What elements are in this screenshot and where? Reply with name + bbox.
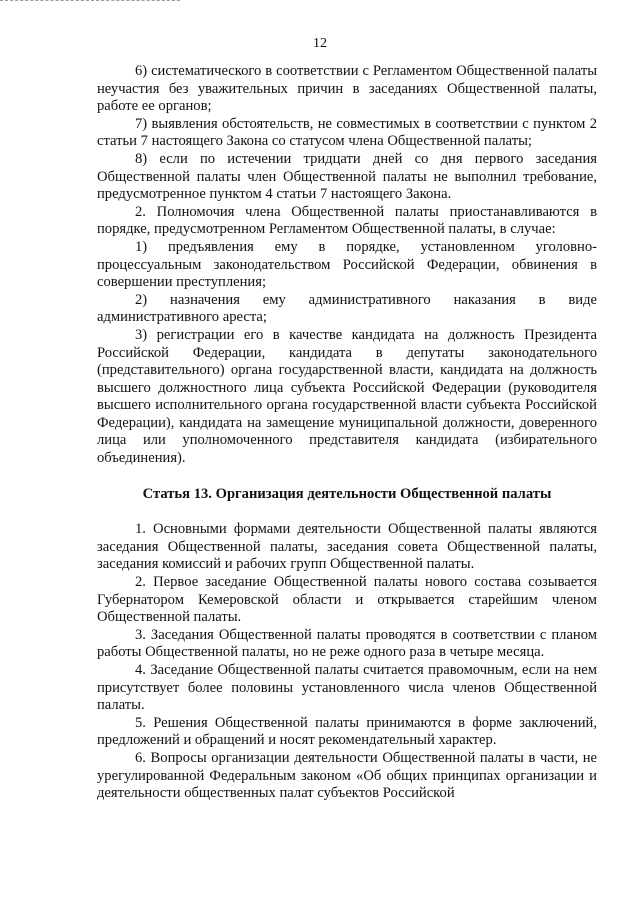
paragraph: 3. Заседания Общественной палаты проводятся в соответствии с планом работы Общественной палаты, но не реже одного раза в четыре месяца. (97, 626, 597, 661)
paragraph: 2. Полномочия члена Общественной палаты приостанавливаются в порядке, предусмотренном Регламентом Общественной палаты, в случае: (97, 203, 597, 238)
paragraph: 5. Решения Общественной палаты принимаются в форме заключений, предложений и обращений и носят рекомендательный характер. (97, 714, 597, 749)
top-edge-rule (0, 0, 180, 1)
paragraph: 8) если по истечении тридцати дней со дня первого заседания Общественной палаты член Общественной палаты не выполнил требование, предусмотренное пунктом 4 статьи 7 настоящего Закона. (97, 150, 597, 203)
paragraph: 7) выявления обстоятельств, не совместимых в соответствии с пунктом 2 статьи 7 настоящего Закона со статусом члена Общественной палаты; (97, 115, 597, 150)
paragraph: 1. Основными формами деятельности Общественной палаты являются заседания Общественной палаты, заседания совета Общественной палаты, заседания комиссий и рабочих групп Общественной палаты. (97, 521, 597, 573)
paragraph: 4. Заседание Общественной палаты считается правомочным, если на нем присутствует более половины установленного числа членов Общественной палаты. (97, 662, 597, 714)
paragraph: 3) регистрации его в качестве кандидата на должность Президента Российской Федерации, кандидата в депутаты законодательного (представительного) органа государственной власти, кандидата на должность высшего должностного лица субъекта Российской Федерации (руководителя высшего исполнительного органа государственной власти субъекта Российской Федерации), кандидата на замещение муниципальной должности, доверенного лица или уполномоченного представителя кандидата (избирательного объединения). (97, 326, 597, 467)
document-body (97, 63, 597, 803)
article-heading: Статья 13. Организация деятельности Общественной палаты (142, 485, 552, 502)
paragraph: 6. Вопросы организации деятельности Общественной палаты в части, не урегулированной Федеральным законом «Об общих принципах организации и деятельности общественных палат субъектов Российской (97, 749, 597, 802)
paragraph: 2) назначения ему административного наказания в виде административного ареста; (97, 291, 597, 326)
paragraph: 6) систематического в соответствии с Регламентом Общественной палаты неучастия без уважительных причин в заседаниях Общественной палаты, работе ее органов; (97, 63, 597, 115)
page-number: 12 (313, 36, 327, 51)
paragraph: 2. Первое заседание Общественной палаты нового состава созывается Губернатором Кемеровской области и открывается старейшим членом Общественной палаты. (97, 574, 597, 626)
paragraph: 1) предъявления ему в порядке, установленном уголовно-процессуальным законодательством Российской Федерации, обвинения в совершении преступления; (97, 238, 597, 291)
